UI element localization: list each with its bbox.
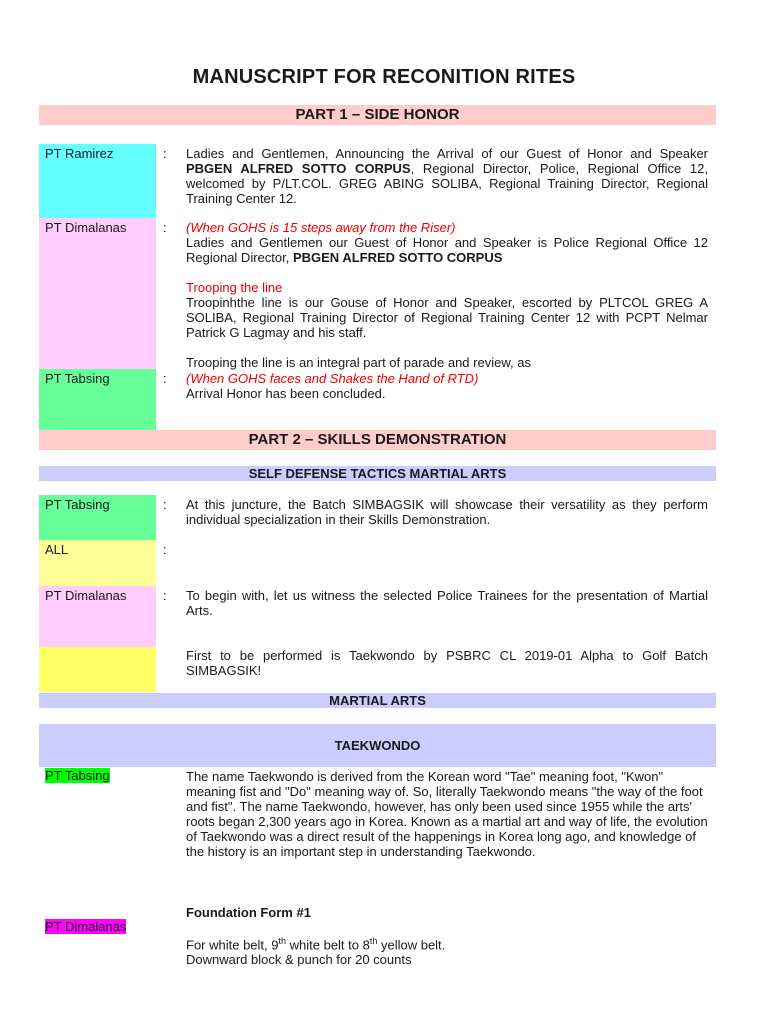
stage-cue: (When GOHS is 15 steps away from the Riser) [186, 220, 456, 235]
part1-row1-text: Ladies and Gentlemen, Announcing the Arrival of our Guest of Honor and Speaker PBGEN ALFRED SOTTO CORPUS, Regional Director, Police, Regional Office 12, welcomed by P/LT.COL. GREG ABING SOLIBA, Regional Training Director, Regional Training Center 12. [186, 146, 709, 206]
speaker-blank [39, 647, 156, 692]
stage-cue: (When GOHS faces and Shakes the Hand of RTD) [186, 371, 479, 386]
part1-row3-text: (When GOHS faces and Shakes the Hand of RTD) Arrival Honor has been concluded. [186, 371, 708, 401]
colon: : [163, 542, 167, 557]
part1-heading: PART 1 – SIDE HONOR [39, 105, 716, 125]
part2-row3-text: To begin with, let us witness the selected Police Trainees for the presentation of Martial Arts. [186, 588, 708, 618]
colon: : [163, 371, 167, 386]
speaker-pt-dimalanas: PT Dimalanas [45, 919, 127, 934]
document-title: MANUSCRIPT FOR RECONITION RITES [192, 66, 576, 88]
speaker-pt-tabsing: PT Tabsing [45, 768, 110, 783]
martial-arts-heading: MARTIAL ARTS [39, 693, 716, 708]
part2-row4-text: First to be performed is Taekwondo by PSBRC CL 2019-01 Alpha to Golf Batch SIMBAGSIK! [186, 648, 708, 678]
part2-heading: PART 2 – SKILLS DEMONSTRATION [39, 430, 716, 450]
taekwondo-description: The name Taekwondo is derived from the Korean word "Tae" meaning foot, "Kwon" meaning fist and "Do" meaning way of. So, literally Taekwondo means "the way of the foot and fist". The name Taekwondo, however, has only been used since 1955 while the arts' roots began 2,300 years ago in Korea. Known as a martial art and way of life, the evolution of Taekwondo was a direct result of the happenings in Korea long ago, and knowledge of the history is an important step in understanding Taekwondo. [186, 769, 708, 859]
speaker-pt-dimalanas: PT Dimalanas [39, 218, 156, 369]
speaker-pt-tabsing: PT Tabsing [39, 369, 156, 431]
colon: : [163, 220, 167, 235]
part2-row1-text: At this juncture, the Batch SIMBAGSIK will showcase their versatility as they perform individual specialization in their Skills Demonstration. [186, 497, 708, 527]
speaker-all: ALL [39, 540, 156, 586]
colon: : [163, 588, 167, 603]
speaker-pt-dimalanas: PT Dimalanas [39, 586, 156, 647]
colon: : [163, 146, 167, 161]
foundation-form-text: For white belt, 9th white belt to 8th yellow belt. Downward block & punch for 20 counts [186, 936, 446, 968]
part1-row2-text: (When GOHS is 15 steps away from the Riser) Ladies and Gentlemen our Guest of Honor and Speaker is Police Regional Office 12 Regional Director, PBGEN ALFRED SOTTO CORPUS Trooping the line Troopinhthe line is our Gouse of Honor and Speaker, escorted by PLTCOL GREG A SOLIBA, Regional Training Director of Regional Training Center 12 with PCPT Nelmar Patrick G Lagmay and his staff. Trooping the line is an integral part of parade and review, as [186, 220, 708, 370]
colon: : [163, 497, 167, 512]
self-defense-subheading: SELF DEFENSE TACTICS MARTIAL ARTS [39, 466, 716, 481]
trooping-subhead: Trooping the line [186, 280, 283, 295]
foundation-form-title: Foundation Form #1 [186, 905, 311, 920]
taekwondo-heading: TAEKWONDO [39, 724, 716, 767]
speaker-pt-ramirez: PT Ramirez [39, 144, 156, 218]
speaker-pt-tabsing: PT Tabsing [39, 495, 156, 540]
